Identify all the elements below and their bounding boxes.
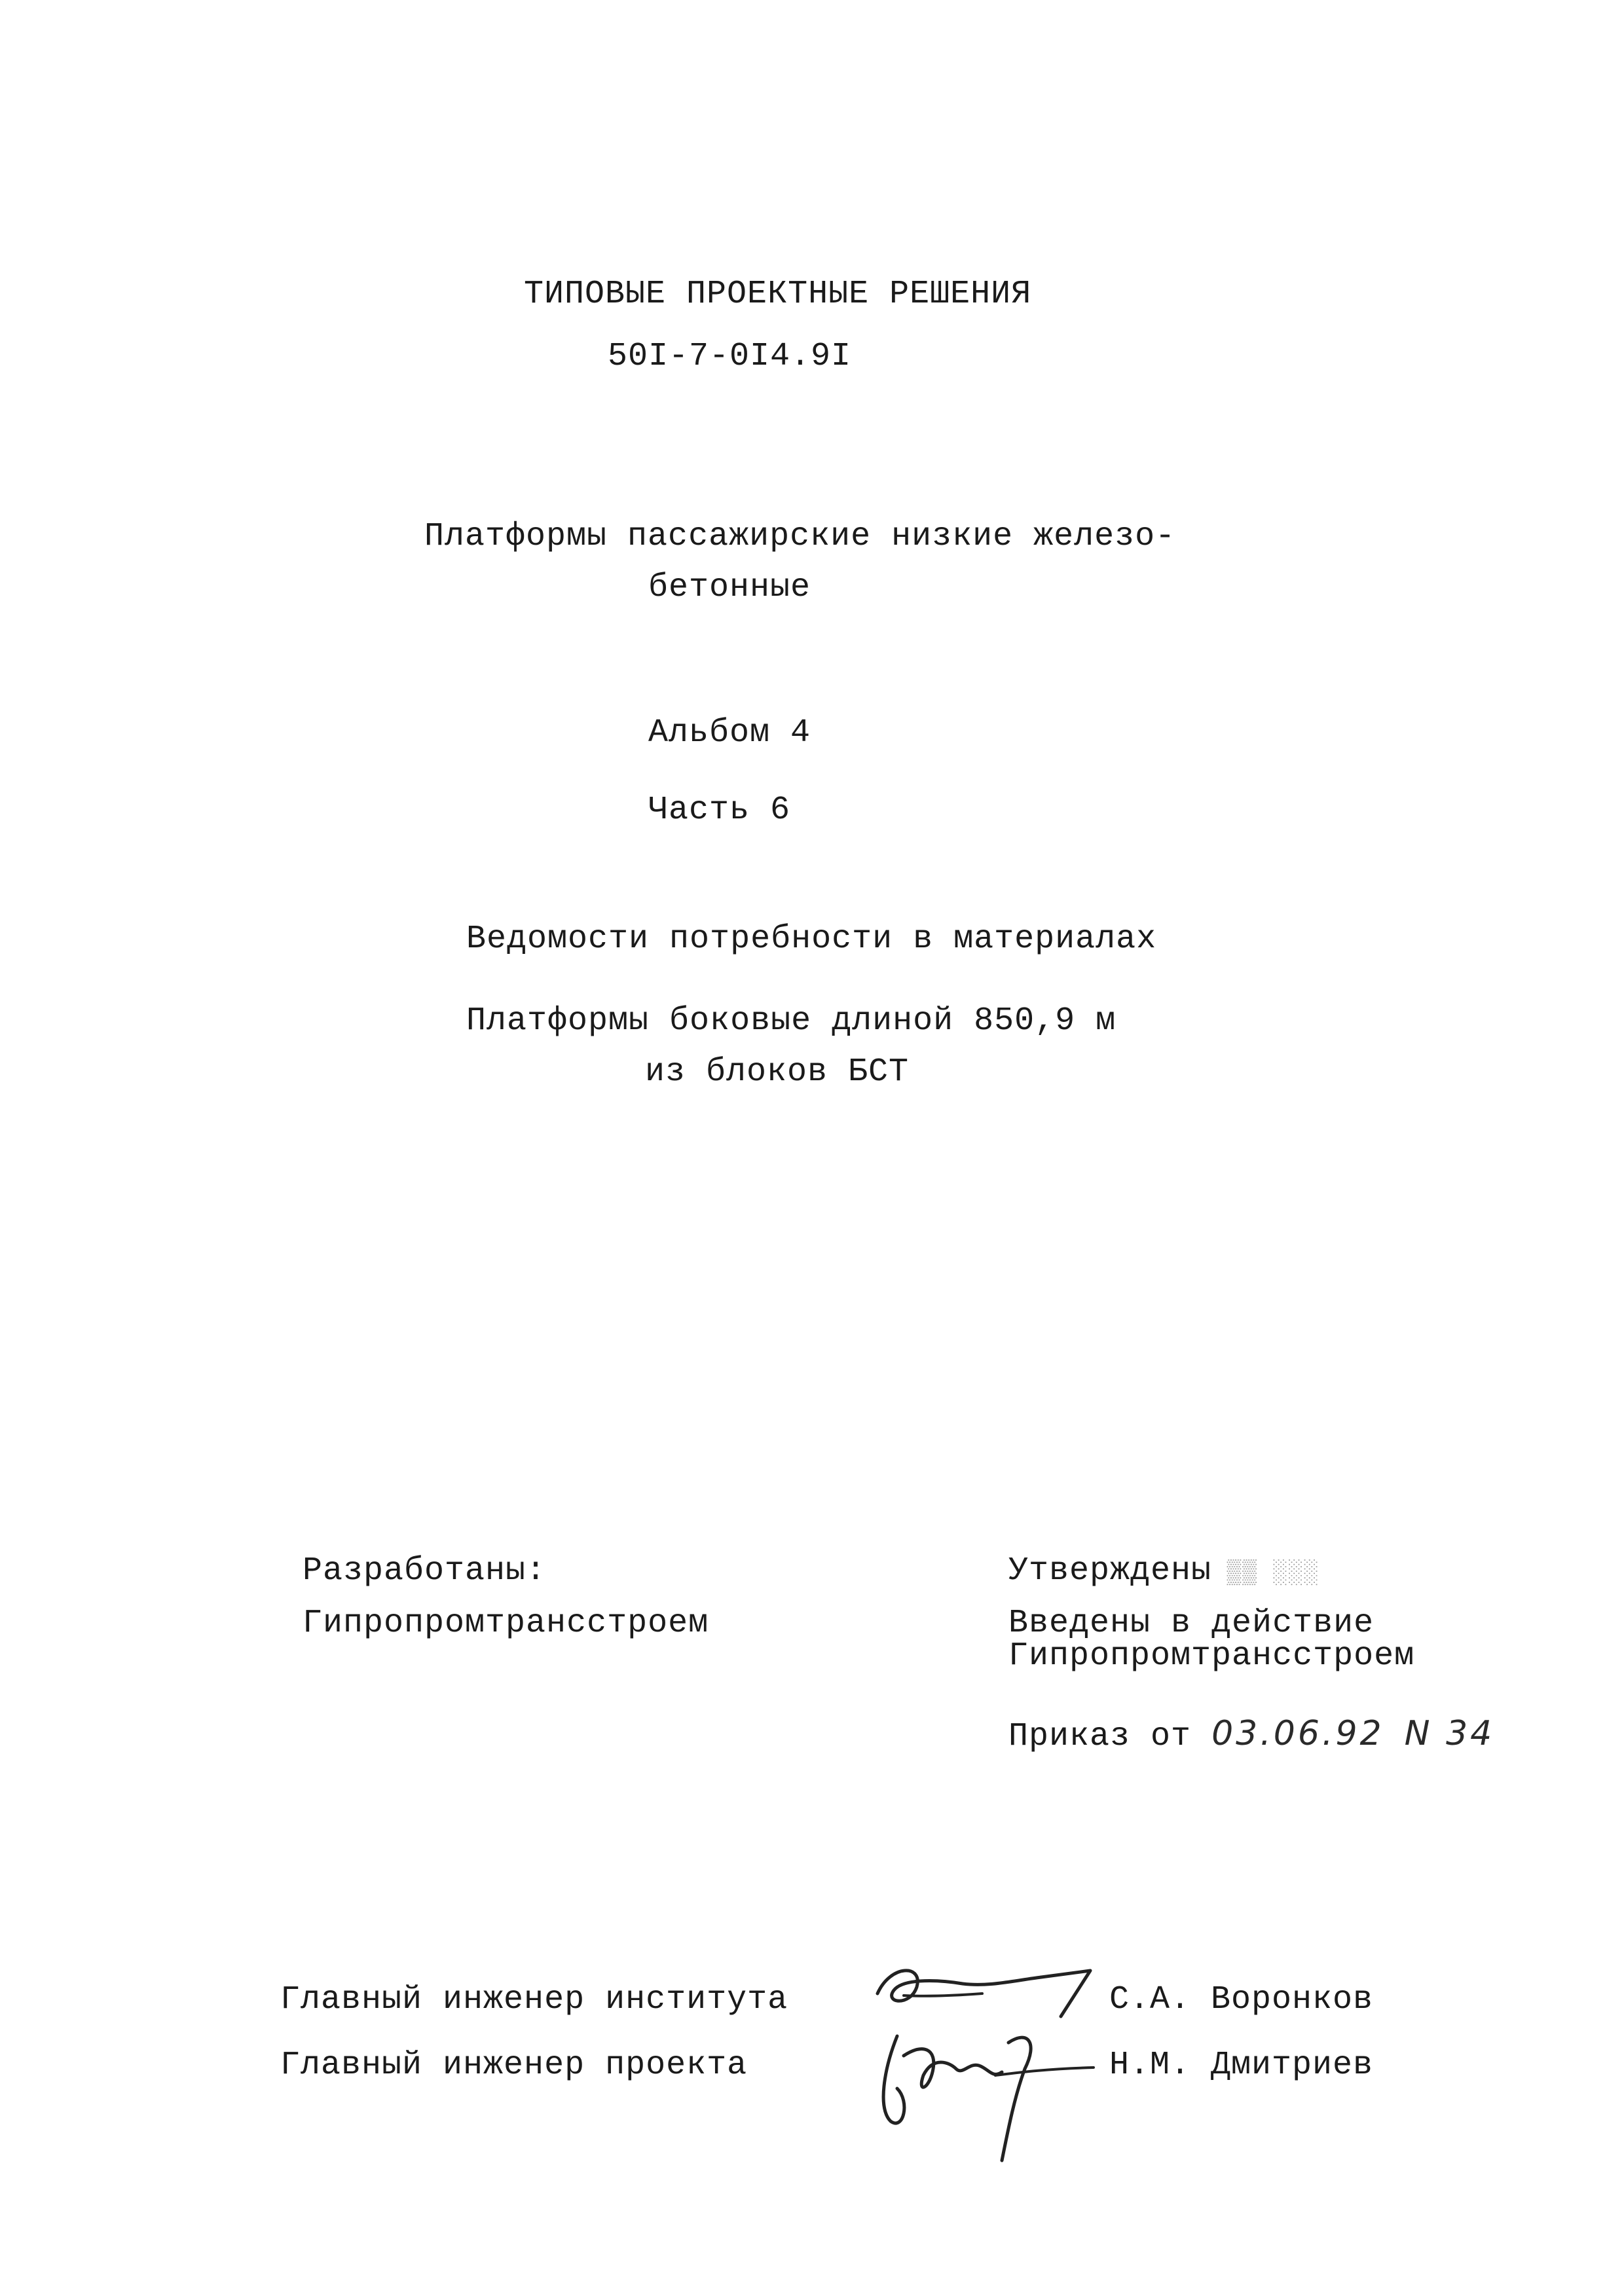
chief-engineer-project-name: Н.М. Дмитриев bbox=[1109, 2047, 1374, 2084]
approved-text: Утверждены bbox=[1008, 1552, 1212, 1590]
chief-engineer-project-title: Главный инженер проекта bbox=[280, 2047, 748, 2084]
developed-label: Разработаны: bbox=[303, 1552, 547, 1590]
approved-org: Гипропромтрансстроем bbox=[1008, 1637, 1415, 1675]
platform-line-2: из блоков БСТ bbox=[645, 1053, 910, 1091]
album-number: Альбом 4 bbox=[648, 714, 811, 752]
order-line bbox=[1008, 1714, 1494, 1757]
chief-engineer-institute-name: С.А. Воронков bbox=[1109, 1981, 1374, 2018]
chief-engineer-institute-title: Главный инженер института bbox=[280, 1981, 788, 2018]
series-heading: ТИПОВЫЕ ПРОЕКТНЫЕ РЕШЕНИЯ bbox=[524, 276, 1032, 313]
order-number: N 34 bbox=[1404, 1714, 1495, 1753]
signature-dmitriev bbox=[871, 2016, 1107, 2167]
title-line-2: бетонные bbox=[648, 569, 811, 606]
document-code: 50I-7-0I4.9I bbox=[608, 338, 852, 375]
platform-line-1: Платформы боковые длиной 850,9 м bbox=[466, 1002, 1116, 1040]
order-label: Приказ от bbox=[1008, 1718, 1192, 1755]
developed-org: Гипропромтрансстроем bbox=[303, 1605, 709, 1642]
part-number: Часть 6 bbox=[648, 792, 791, 829]
approved-label bbox=[1008, 1552, 1320, 1593]
in-force-label: Введены в действие bbox=[1008, 1605, 1375, 1642]
title-line-1: Платформы пассажирские низкие железо- bbox=[424, 518, 1176, 555]
faded-stamp-mark: ▒▒ ░░░ bbox=[1211, 1559, 1320, 1586]
subject-line: Ведомости потребности в материалах bbox=[466, 920, 1157, 958]
order-date: 03.06.92 bbox=[1211, 1714, 1384, 1753]
